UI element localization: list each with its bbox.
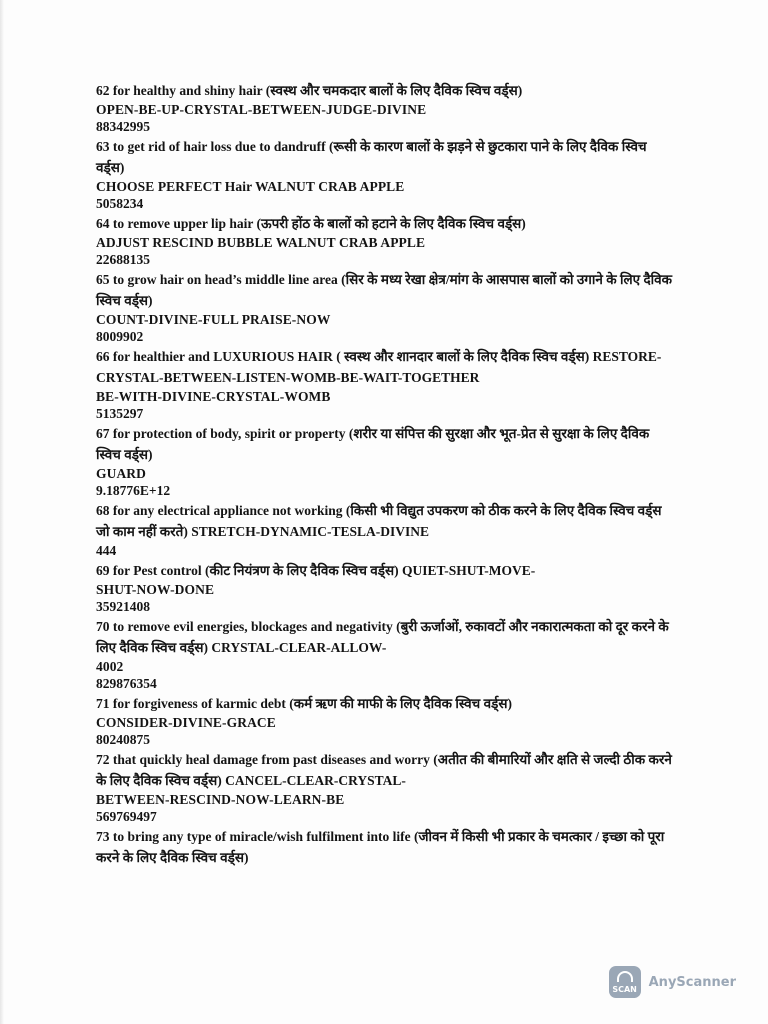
list-item — [96, 80, 676, 135]
entry-number: 5058234 — [96, 196, 144, 211]
scan-arc-icon — [617, 971, 633, 982]
entry-code: ADJUST RESCIND BUBBLE WALNUT CRAB APPLE — [96, 235, 426, 250]
entry-code: SHUT-NOW-DONE — [96, 582, 215, 597]
entry-number: 444 — [96, 543, 117, 558]
entry-code: 4002 — [96, 659, 124, 674]
entry-heading: 67 for protection of body, spirit or property (शरीर या संपित्त की सुरक्षा और भूत-प्रेत से सुरक्षा के लिए दैविक स्विच वर्ड्स) — [96, 426, 650, 462]
entry-number: 5135297 — [96, 406, 144, 421]
list-item — [96, 136, 676, 212]
watermark-brand: AnyScanner — [648, 974, 736, 990]
entry-heading: 69 for Pest control (कीट नियंत्रण के लिए दैविक स्विच वर्ड्स) QUIET-SHUT-MOVE- — [96, 563, 536, 578]
entry-code: GUARD — [96, 466, 146, 481]
entry-heading: 65 to grow hair on head’s middle line area (सिर के मध्य रेखा क्षेत्र/मांग के आसपास बालों को उगाने के लिए दैविक स्विच वर्ड्स) — [96, 272, 673, 308]
entry-number: 22688135 — [96, 252, 150, 267]
list-item — [96, 269, 676, 345]
entry-heading: 66 for healthier and LUXURIOUS HAIR ( स्वस्थ और शानदार बालों के लिए दैविक स्विच वर्ड्स) RESTORE-CRYSTAL-BETWEEN-LISTEN-WOMB-BE-WAIT-TOGETHER — [96, 349, 662, 385]
list-item — [96, 693, 676, 748]
entry-number: 88342995 — [96, 119, 150, 134]
list-item — [96, 423, 676, 499]
entry-heading: 63 to get rid of hair loss due to dandruff (रूसी के कारण बालों के झड़ने से छुटकारा पाने के लिए दैविक स्विच वर्ड्स) — [96, 139, 647, 175]
document-content — [96, 80, 676, 868]
entry-heading: 73 to bring any type of miracle/wish fulfilment into life (जीवन में किसी भी प्रकार के चमत्कार / इच्छा को पूरा करने के लिए दैविक स्विच वर्ड्स) — [96, 829, 665, 865]
watermark-icon-label: SCAN — [612, 985, 637, 994]
list-item — [96, 616, 676, 692]
entry-code: CHOOSE PERFECT Hair WALNUT CRAB APPLE — [96, 179, 405, 194]
entry-code: CONSIDER-DIVINE-GRACE — [96, 715, 276, 730]
entry-code: BE-WITH-DIVINE-CRYSTAL-WOMB — [96, 389, 331, 404]
scanner-app-icon — [609, 966, 641, 998]
entry-heading: 64 to remove upper lip hair (ऊपरी होंठ के बालों को हटाने के लिए दैविक स्विच वर्ड्स) — [96, 216, 526, 231]
entry-heading: 71 for forgiveness of karmic debt (कर्म ऋण की माफी के लिए दैविक स्विच वर्ड्स) — [96, 696, 512, 711]
entry-heading: 68 for any electrical appliance not working (किसी भी विद्युत उपकरण को ठीक करने के लिए दैविक स्विच वर्ड्स जो काम नहीं करते) STRETCH-DYNAMIC-TESLA-DIVINE — [96, 503, 662, 539]
list-item — [96, 560, 676, 615]
list-item — [96, 213, 676, 268]
page-left-edge-shadow — [0, 0, 4, 1024]
entry-number: 829876354 — [96, 676, 157, 691]
entry-code: COUNT-DIVINE-FULL PRAISE-NOW — [96, 312, 331, 327]
list-item — [96, 749, 676, 825]
entry-number: 35921408 — [96, 599, 150, 614]
entry-heading: 62 for healthy and shiny hair (स्वस्थ और चमकदार बालों के लिए दैविक स्विच वर्ड्स) — [96, 83, 523, 98]
entry-number: 80240875 — [96, 732, 150, 747]
entry-heading: 70 to remove evil energies, blockages and negativity (बुरी ऊर्जाओं, रुकावटों और नकारात्मकता को दूर करने के लिए दैविक स्विच वर्ड्स) CRYSTAL-CLEAR-ALLOW- — [96, 619, 669, 655]
entry-code: OPEN-BE-UP-CRYSTAL-BETWEEN-JUDGE-DIVINE — [96, 102, 427, 117]
entry-number: 9.18776E+12 — [96, 483, 171, 498]
entry-heading: 72 that quickly heal damage from past diseases and worry (अतीत की बीमारियों और क्षति से जल्दी ठीक करने के लिए दैविक स्विच वर्ड्स) CANCEL-CLEAR-CRYSTAL- — [96, 752, 672, 788]
entry-number: 569769497 — [96, 809, 157, 824]
list-item — [96, 826, 676, 868]
list-item — [96, 346, 676, 422]
entry-number: 8009902 — [96, 329, 144, 344]
entry-code: BETWEEN-RESCIND-NOW-LEARN-BE — [96, 792, 345, 807]
list-item — [96, 500, 676, 559]
anyscanner-watermark — [609, 966, 736, 998]
